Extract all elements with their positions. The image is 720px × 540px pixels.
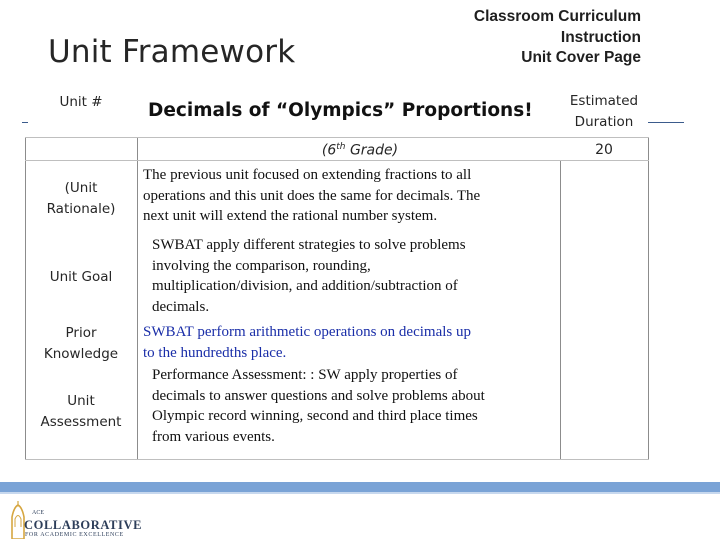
table-right-border (648, 137, 649, 459)
unit-goal-line-2: involving the comparison, rounding, (152, 257, 371, 274)
unit-assessment-line-4: from various events. (152, 428, 275, 445)
unit-goal-line-1: SWBAT apply different strategies to solve problems (152, 237, 466, 253)
duration-label-line-1: Estimated (569, 93, 639, 109)
unit-assessment-line-2: decimals to answer questions and solve problems about (152, 387, 485, 404)
table-top-border (25, 137, 649, 138)
footer-bar-highlight (0, 492, 720, 494)
table-label-divider (137, 137, 138, 459)
slide-title: Unit Framework (48, 34, 296, 70)
table-duration-divider (560, 160, 561, 459)
header-block (474, 7, 641, 69)
unit-assessment-label-line-1: Unit (67, 393, 95, 409)
header-line-1: Classroom Curriculum (473, 8, 641, 25)
grade-label: (6th Grade) (321, 142, 399, 159)
logo-sub-text: FOR ACADEMIC EXCELLENCE (25, 532, 124, 538)
unit-goal-text (152, 235, 557, 317)
header-line-3: Unit Cover Page (521, 49, 641, 66)
unit-assessment-line-1: Performance Assessment: : SW apply properties of (152, 367, 458, 383)
duration-label-line-2: Duration (574, 114, 634, 130)
prior-knowledge-label (25, 323, 137, 365)
rationale-line-3: next unit will extend the rational number system. (143, 208, 438, 224)
unit-goal-label: Unit Goal (49, 269, 113, 285)
accent-line-right (648, 122, 684, 123)
rationale-label-line-2: Rationale) (46, 201, 116, 217)
unit-goal-line-3: multiplication/division, and addition/subtraction of (152, 278, 458, 294)
unit-number-label: Unit # (59, 94, 103, 110)
rationale-line-1: The previous unit focused on extending fractions to all (143, 167, 472, 183)
prior-knowledge-label-line-1: Prior (65, 325, 97, 341)
accent-line-left (22, 122, 28, 123)
duration-value: 20 (595, 142, 613, 158)
rationale-label-line-1: (Unit (64, 180, 98, 196)
unit-assessment-text (152, 365, 557, 447)
prior-knowledge-text (143, 322, 558, 363)
table-bottom-border (25, 459, 649, 460)
rationale-label (25, 178, 137, 220)
unit-title: Decimals of “Olympics” Proportions! (148, 100, 533, 121)
rationale-line-2: operations and this unit does the same for decimals. The (143, 187, 481, 204)
unit-assessment-label-line-2: Assessment (40, 414, 122, 430)
rationale-text (143, 165, 558, 227)
prior-knowledge-label-line-2: Knowledge (43, 346, 119, 362)
prior-knowledge-line-2: to the hundredths place. (143, 344, 287, 361)
duration-label (560, 91, 648, 133)
unit-assessment-line-3: Olympic record winning, second and third place times (152, 408, 478, 424)
logo-small-text: ACE (32, 510, 44, 516)
footer-bar (0, 482, 720, 492)
prior-knowledge-line-1: SWBAT perform arithmetic operations on decimals up (143, 324, 471, 340)
unit-goal-line-4: decimals. (152, 298, 210, 315)
header-line-2: Instruction (560, 28, 641, 46)
table-grade-divider (25, 160, 649, 161)
logo-main-text: COLLABORATIVE (24, 518, 143, 532)
unit-assessment-label (25, 391, 137, 433)
